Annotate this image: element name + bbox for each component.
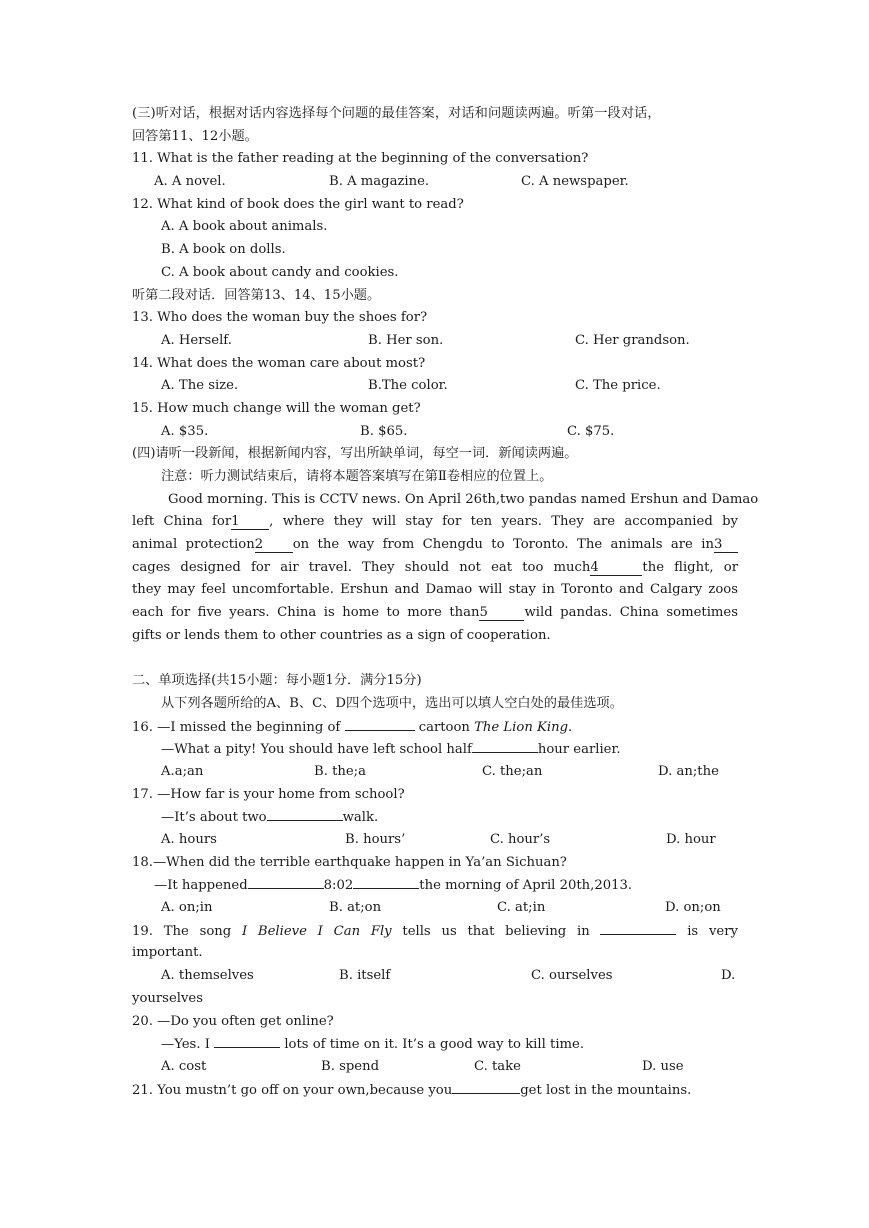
q16-option-b: B. the;a [314,763,366,779]
q19-text: 19. The song [132,923,232,939]
q16-blank-1 [345,716,415,731]
q20-blank [214,1033,280,1048]
q12-text: 12. What kind of book does the girl want to read? [132,196,464,212]
q15-options [132,421,738,444]
answer-blank-2: 2 [255,538,293,553]
q20-option-c: C. take [474,1058,521,1074]
q17-option-d: D. hour [666,832,716,847]
news-text: , where they will stay for ten years. They are accompanied by [269,514,738,530]
q18-text: the morning of April 20th,2013. [419,878,633,894]
q18-option-b: B. at;on [329,900,382,916]
q20-text: —Yes. I [161,1037,210,1053]
news-line-2 [132,511,738,534]
q21-line-1 [132,1079,738,1102]
q16-option-a: A.a;an [161,763,204,779]
q20-options [132,1056,738,1079]
q21-text: 21. You mustn’t go off on your own,because you [132,1082,453,1098]
q14-options [132,375,738,398]
q16-option-d: D. an;the [658,763,719,779]
q18-option-c: C. at;in [497,900,546,916]
q11-text: 11. What is the father reading at the beginning of the conversation? [132,151,589,167]
news-text: Good morning. This is CCTV news. On April 26th,two pandas named Ershun and Damao [168,491,759,507]
q20-text: lots of time on it. It’s a good way to kill time. [284,1037,585,1053]
q16-text: . [568,719,573,735]
q17-option-b: B. hours’ [345,832,406,847]
answer-blank-5: 5 [479,606,524,621]
news-line-1 [132,489,759,512]
q13-options [132,330,738,353]
q19-option-d-text: yourselves [132,990,203,1006]
q18-line-2 [132,874,738,897]
answer-blank-3: 3 [714,538,738,553]
q19-option-b: B. itself [339,968,391,984]
q18-options [132,897,738,920]
q19-line-2: important. [132,945,203,961]
q18-line-1: 18.—When did the terrible earthquake happen in Ya’an Sichuan? [132,854,567,870]
q19-options [132,965,738,988]
q17-option-a: A. hours [161,832,217,847]
q17-text: walk. [342,810,379,826]
q12-option-c: C. A book about candy and cookies. [161,264,399,280]
q19-title: I Believe I Can Fly [241,923,392,939]
q13-text: 13. Who does the woman buy the shoes for? [132,310,428,326]
q19-option-c: C. ourselves [531,968,613,984]
q17-option-c: C. hour’s [490,832,551,847]
q16-line-2 [132,738,738,761]
q16-text: —What a pity! You should have left school half [161,742,472,758]
q17-blank [267,806,343,821]
q17-line-1: 17. —How far is your home from school? [132,786,405,802]
answer-blank-4: 4 [590,561,642,576]
q19-option-a: A. themselves [161,968,254,984]
q18-text: —It happened [154,878,248,894]
q21-blank [452,1079,520,1094]
q20-option-a: A. cost [161,1058,207,1074]
q16-text: 16. —I missed the beginning of [132,719,341,735]
q13-option-b: B. Her son. [368,332,444,348]
q11-options [132,171,738,194]
q20-line-1: 20. —Do you often get online? [132,1013,334,1029]
q19-blank [600,920,676,935]
section3-heading-cont: 回答第11、12小题。 [132,128,258,144]
news-text: each for five years. China is home to more than [132,605,480,621]
news-line-4 [132,557,738,580]
news-text: they may feel uncomfortable. Ershun and Damao will stay in Toronto and Calgary zoos [132,582,738,598]
q16-options [132,761,738,784]
news-text: cages designed for air travel. They should not eat too much [132,559,591,575]
q20-option-d: D. use [642,1058,684,1074]
q16-text: hour earlier. [537,742,621,758]
q11-option-a: A. A novel. [154,174,226,190]
q19-option-d: D. [721,968,736,984]
news-text: on the way from Chengdu to Toronto. The animals are in [292,537,714,553]
q17-text: —It’s about two [161,810,267,826]
exam-page [132,103,759,1101]
q17-line-2 [132,806,738,829]
q14-option-c: C. The price. [575,378,661,394]
news-line-6 [132,602,738,625]
q18-blank-2 [353,874,419,889]
q16-title: The Lion King [474,719,569,735]
news-text: left China for [132,514,232,530]
q19-line-1 [132,920,738,943]
q12-option-b: B. A book on dolls. [161,242,286,258]
q21-text: get lost in the mountains. [520,1082,692,1098]
news-line-5 [132,579,738,602]
q14-option-b: B.The color. [368,378,448,394]
q14-text: 14. What does the woman care about most? [132,355,426,371]
answer-blank-1: 1 [231,515,269,530]
news-text: animal protection [132,537,255,553]
news-text: wild pandas. China sometimes [524,605,738,621]
q14-option-a: A. The size. [161,378,239,394]
q18-option-a: A. on;in [161,900,213,916]
q11-option-b: B. A magazine. [329,174,430,190]
q16-option-c: C. the;an [482,763,543,779]
q19-text: tells us that believing in [402,923,590,939]
q13-option-a: A. Herself. [161,332,232,348]
q17-options [132,829,738,852]
part2-instruction: 从下列各题所给的A、B、C、D四个选项中，选出可以填人空白处的最佳选项。 [161,695,623,711]
q19-text: is very [687,923,738,939]
q16-text: cartoon [418,719,470,735]
part2-heading: 二、单项选择(共15小题：每小题1分．满分15分) [132,673,422,689]
q16-blank-2 [472,738,538,753]
q18-blank-1 [248,874,324,889]
news-text: the flight, or [642,559,738,575]
q18-option-d: D. on;on [665,900,721,916]
dialog2-heading: 听第二段对话．回答第13、14、15小题。 [132,287,381,303]
news-line-3 [132,534,738,557]
q13-option-c: C. Her grandson. [575,332,690,348]
q15-option-b: B. $65. [360,423,408,439]
q20-option-b: B. spend [321,1058,380,1074]
news-line-7: gifts or lends them to other countries as a sign of cooperation. [132,627,551,643]
q12-option-a: A. A book about animals. [161,219,328,235]
q16-line-1 [132,716,738,739]
section4-note: 注意：听力测试结束后，请将本题答案填写在第Ⅱ卷相应的位置上。 [161,469,553,484]
section4-heading: (四)请听一段新闻，根据新闻内容，写出所缺单词，每空一词．新闻读两遍。 [132,446,578,462]
q15-option-c: C. $75. [567,423,615,439]
q15-text: 15. How much change will the woman get? [132,400,421,416]
section3-heading: (三)听对话，根据对话内容选择每个问题的最佳答案，对话和问题读两遍。听第一段对话， [132,106,661,121]
q18-text: 8:02 [323,878,354,894]
q15-option-a: A. $35. [161,423,209,439]
q20-line-2 [132,1033,738,1056]
q11-option-c: C. A newspaper. [521,174,629,190]
